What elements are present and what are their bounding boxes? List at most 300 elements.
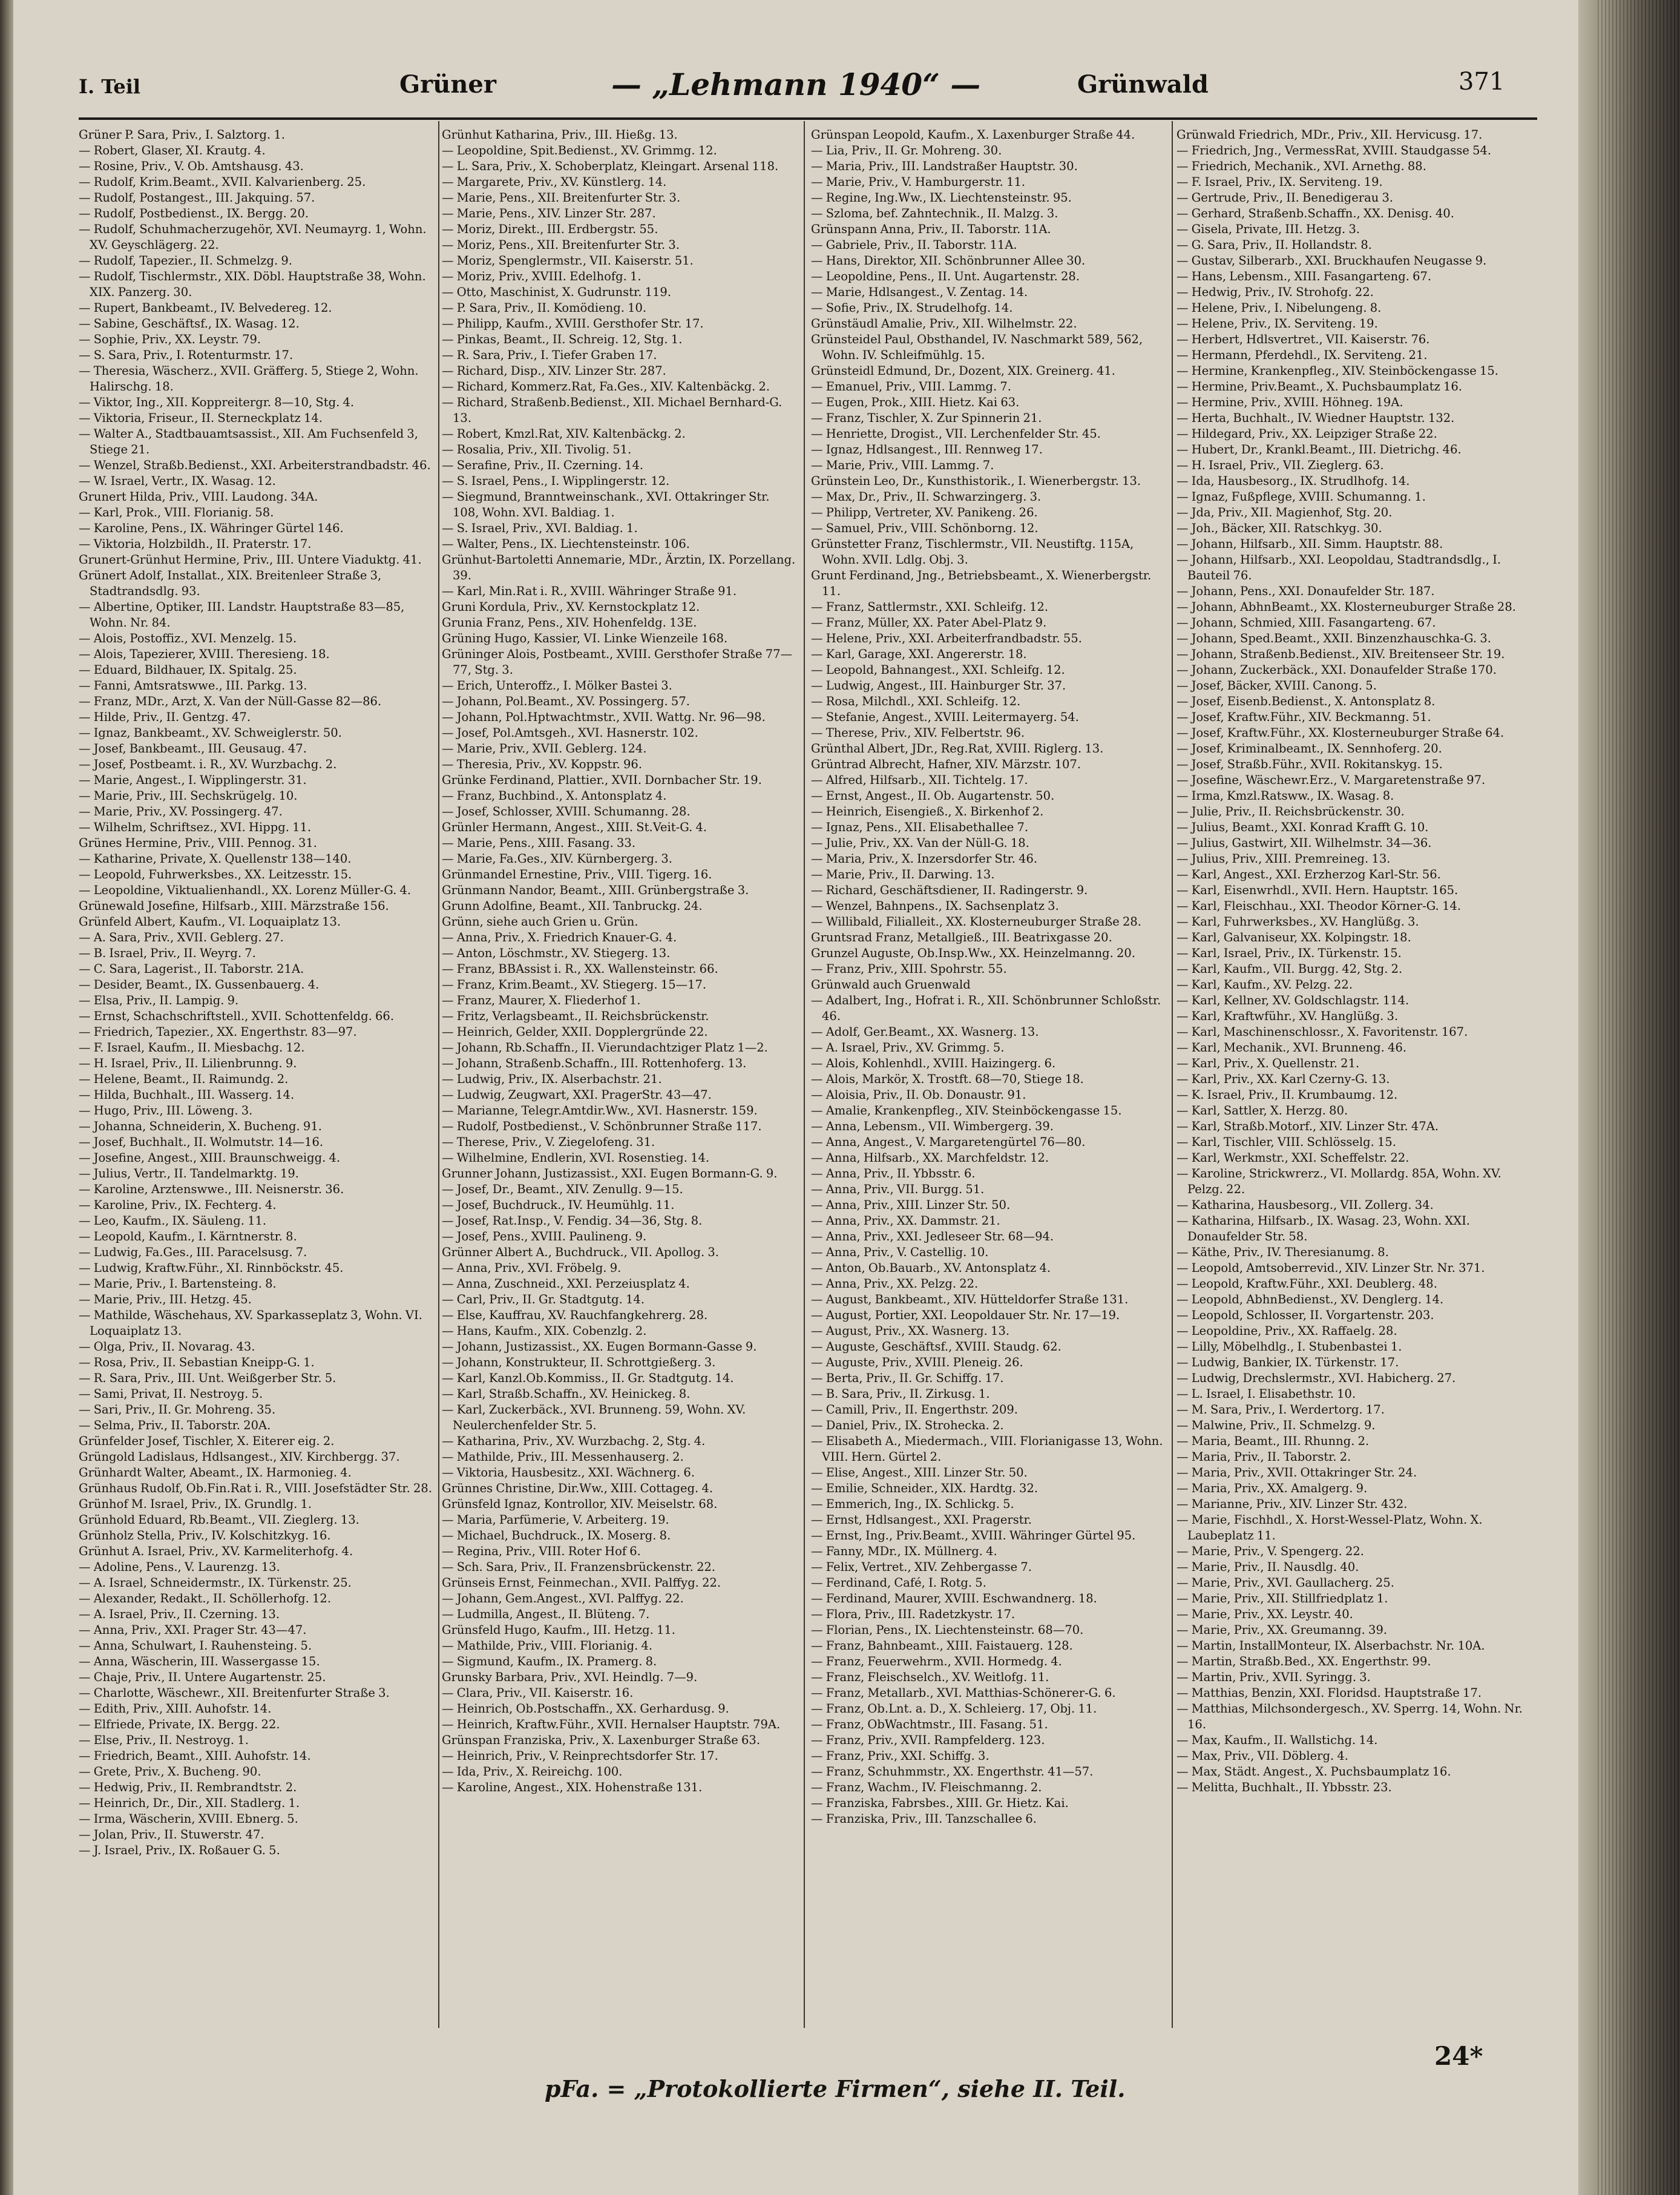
directory-entry: — Max, Städt. Angest., X. Puchsbaumplatz 16. <box>1176 1765 1451 1779</box>
directory-entry: — Irma, Wäscherin, XVIII. Ebnerg. 5. <box>79 1812 298 1826</box>
running-header <box>79 64 1537 107</box>
directory-entry: — Heinrich, Priv., V. Reinprechtsdorfer Str. 17. <box>442 1749 718 1763</box>
directory-entry: — Ignaz, Fußpflege, XVIII. Schumanng. 1. <box>1176 490 1426 504</box>
directory-entry: — H. Israel, Priv., II. Lilienbrunng. 9. <box>79 1056 297 1070</box>
directory-entry: — Walter, Pens., IX. Liechtensteinstr. 106. <box>442 537 690 551</box>
directory-entry: — Karoline, Strickwrerz., VI. Mollardg. 85A, Wohn. XV. Pelzg. 22. <box>1176 1167 1501 1196</box>
directory-entry: — Else, Kauffrau, XV. Rauchfangkehrerg. 28. <box>442 1308 708 1322</box>
directory-entry: — A. Israel, Priv., II. Czerning. 13. <box>79 1607 280 1621</box>
directory-entry: — Helene, Priv., IX. Serviteng. 19. <box>1176 317 1378 331</box>
directory-entry: — Karl, Kraftwführ., XV. Hanglüßg. 3. <box>1176 1009 1399 1023</box>
directory-entry: — Robert, Glaser, XI. Krautg. 4. <box>79 143 266 157</box>
directory-entry: — Matthias, Milchsondergesch., XV. Sperrg. 14, Wohn. Nr. 16. <box>1176 1702 1523 1731</box>
directory-entry: — Henriette, Drogist., VII. Lerchenfelder Str. 45. <box>811 427 1101 441</box>
directory-entry: — Sami, Privat, II. Nestroyg. 5. <box>79 1387 263 1401</box>
directory-entry: — Ignaz, Hdlsangest., III. Rennweg 17. <box>811 443 1043 456</box>
directory-entry: — Leopoldine, Priv., XX. Raffaelg. 28. <box>1176 1324 1397 1338</box>
directory-entry: — R. Sara, Priv., I. Tiefer Graben 17. <box>442 348 657 362</box>
directory-entry: — W. Israel, Vertr., IX. Wasag. 12. <box>79 474 276 488</box>
directory-entry: — Karl, Kellner, XV. Goldschlagstr. 114. <box>1176 993 1409 1007</box>
directory-entry: — Hans, Lebensm., XIII. Fasangarteng. 67. <box>1176 269 1432 283</box>
directory-entry: Grünwald Friedrich, MDr., Priv., XII. Hervicusg. 17. <box>1176 128 1483 142</box>
directory-entry: — Ludmilla, Angest., II. Blüteng. 7. <box>442 1607 650 1621</box>
directory-entry: — Fritz, Verlagsbeamt., II. Reichsbrückenstr. <box>442 1009 709 1023</box>
directory-entry: — Helene, Priv., I. Nibelungeng. 8. <box>1176 301 1382 315</box>
directory-entry: — Josefine, Angest., XIII. Braunschweigg. 4. <box>79 1151 341 1165</box>
directory-entry: — Sch. Sara, Priv., II. Franzensbrückenstr. 22. <box>442 1560 716 1574</box>
directory-entry: — Melitta, Buchhalt., II. Ybbsstr. 23. <box>1176 1780 1392 1794</box>
directory-entry: — Alexander, Redakt., II. Schöllerhofg. 12. <box>79 1591 332 1605</box>
directory-entry: — Josef, Dr., Beamt., XIV. Zenullg. 9—15. <box>442 1182 683 1196</box>
directory-entry: — Karoline, Angest., XIX. Hohenstraße 131. <box>442 1780 703 1794</box>
directory-entry: — Felix, Vertret., XIV. Zehbergasse 7. <box>811 1560 1032 1574</box>
directory-entry: — Johann, Straßenb.Bedienst., XIV. Breitenseer Str. 19. <box>1176 647 1505 661</box>
directory-entry: — Herta, Buchhalt., IV. Wiedner Hauptstr. 132. <box>1176 411 1455 425</box>
directory-entry: Grünsfeld Ignaz, Kontrollor, XIV. Meiselstr. 68. <box>442 1497 718 1511</box>
directory-entry: — Karl, Garage, XXI. Angererstr. 18. <box>811 647 1027 661</box>
column-4 <box>1176 127 1537 2022</box>
directory-entry: — Moriz, Spenglermstr., VII. Kaiserstr. 51. <box>442 254 694 268</box>
directory-entry: — Franz, Priv., XIII. Spohrstr. 55. <box>811 962 1007 976</box>
directory-entry: — Richard, Straßenb.Bedienst., XII. Michael Bernhard-G. 13. <box>442 395 783 425</box>
directory-entry: — Karl, Kaufm., VII. Burgg. 42, Stg. 2. <box>1176 962 1403 976</box>
directory-entry: — Sabine, Geschäftsf., IX. Wasag. 12. <box>79 317 300 331</box>
directory-entry: — Berta, Priv., II. Gr. Schiffg. 17. <box>811 1371 1004 1385</box>
directory-entry: — August, Priv., XX. Wasnerg. 13. <box>811 1324 1010 1338</box>
directory-entry: — Anna, Priv., XIII. Linzer Str. 50. <box>811 1198 1011 1212</box>
column-1 <box>79 127 436 2022</box>
directory-entry: — Moriz, Pens., XII. Breitenfurter Str. 3. <box>442 238 680 252</box>
directory-entry: — Michael, Buchdruck., IX. Moserg. 8. <box>442 1529 671 1542</box>
directory-entry: — Adoline, Pens., V. Laurenzg. 13. <box>79 1560 280 1574</box>
book-spine-left <box>0 0 13 2195</box>
directory-entry: — Elsa, Priv., II. Lampig. 9. <box>79 993 239 1007</box>
directory-entry: — Alfred, Hilfsarb., XII. Tichtelg. 17. <box>811 773 1028 787</box>
directory-entry: — Karl, Straßb.Motorf., XIV. Linzer Str. 47A. <box>1176 1119 1439 1133</box>
directory-entry: — Gisela, Private, III. Hetzg. 3. <box>1176 222 1360 236</box>
column-divider <box>438 121 439 2028</box>
directory-entry: — Johann, Pol.Beamt., XV. Possingerg. 57. <box>442 694 690 708</box>
directory-entry: Grunt Ferdinand, Jng., Betriebsbeamt., X. Wienerbergstr. 11. <box>811 568 1152 598</box>
directory-entry: — Leopold, Kaufm., I. Kärntnerstr. 8. <box>79 1229 297 1243</box>
directory-entry: — Johann, Konstrukteur, II. Schrottgießerg. 3. <box>442 1355 716 1369</box>
directory-entry: — Richard, Disp., XIV. Linzer Str. 287. <box>442 364 666 378</box>
directory-entry: — Anna, Priv., XX. Pelzg. 22. <box>811 1277 979 1291</box>
directory-entry: — Florian, Pens., IX. Liechtensteinstr. 68—70. <box>811 1623 1084 1637</box>
directory-entry: — Ida, Priv., X. Reireichg. 100. <box>442 1765 623 1779</box>
directory-entry: — Moriz, Priv., XVIII. Edelhofg. 1. <box>442 269 641 283</box>
directory-entry: — Katharina, Hilfsarb., IX. Wasag. 23, Wohn. XXI. Donaufelder Str. 58. <box>1176 1214 1471 1243</box>
directory-entry: — Friedrich, Jng., VermessRat, XVIII. Staudgasse 54. <box>1176 143 1492 157</box>
directory-entry: — Franz, Krim.Beamt., XV. Stiegerg. 15—17. <box>442 978 707 992</box>
directory-entry: — Serafine, Priv., II. Czerning. 14. <box>442 458 644 472</box>
directory-entry: — Josef, Eisenb.Bedienst., X. Antonsplatz 8. <box>1176 694 1436 708</box>
directory-entry: — Karl, Fuhrwerksbes., XV. Hanglüßg. 3. <box>1176 915 1419 929</box>
directory-entry: — Emilie, Schneider., XIX. Hardtg. 32. <box>811 1481 1039 1495</box>
directory-entry: — Julius, Gastwirt, XII. Wilhelmstr. 34—36. <box>1176 836 1432 850</box>
directory-entry: — Marianne, Priv., XIV. Linzer Str. 432. <box>1176 1497 1408 1511</box>
directory-entry: — Rudolf, Schuhmacherzugehör, XVI. Neumayrg. 1, Wohn. XV. Geyschlägerg. 22. <box>79 222 427 252</box>
directory-entry: — L. Sara, Priv., X. Schoberplatz, Kleingart. Arsenal 118. <box>442 159 779 173</box>
directory-entry: — Mathilde, Priv., III. Messenhauserg. 2. <box>442 1450 684 1464</box>
directory-entry: — Viktor, Ing., XII. Koppreitergr. 8—10, Stg. 4. <box>79 395 355 409</box>
directory-entry: — Marie, Priv., III. Sechskrügelg. 10. <box>79 789 298 803</box>
directory-entry: — Marie, Priv., V. Hamburgerstr. 11. <box>811 175 1026 189</box>
directory-entry: — Ernst, Hdlsangest., XXI. Pragerstr. <box>811 1513 1032 1527</box>
directory-entry: Grünhut-Bartoletti Annemarie, MDr., Ärztin, IX. Porzellang. 39. <box>442 553 796 582</box>
directory-entry: — Viktoria, Friseur., II. Sterneckplatz 14. <box>79 411 323 425</box>
directory-entry: — Karoline, Priv., IX. Fechterg. 4. <box>79 1198 277 1212</box>
directory-entry: — Marianne, Telegr.Amtdir.Ww., XVI. Hasnerstr. 159. <box>442 1104 758 1117</box>
directory-entry: — Grete, Priv., X. Bucheng. 90. <box>79 1765 261 1779</box>
directory-entry: — Ernst, Ing., Priv.Beamt., XVIII. Währinger Gürtel 95. <box>811 1529 1136 1542</box>
directory-entry: — M. Sara, Priv., I. Werdertorg. 17. <box>1176 1403 1385 1417</box>
directory-entry: — August, Bankbeamt., XIV. Hütteldorfer Straße 131. <box>811 1292 1129 1306</box>
directory-entry: — Marie, Priv., II. Darwing. 13. <box>811 867 995 881</box>
directory-entry: — Marie, Pens., XII. Breitenfurter Str. 3. <box>442 191 681 205</box>
directory-entry: — Sari, Priv., II. Gr. Mohreng. 35. <box>79 1403 276 1417</box>
directory-entry: — Heinrich, Eisengieß., X. Birkenhof 2. <box>811 805 1044 818</box>
directory-entry: — Rudolf, Tischlermstr., XIX. Döbl. Hauptstraße 38, Wohn. XIX. Panzerg. 30. <box>79 269 426 299</box>
directory-entry: — Charlotte, Wäschewr., XII. Breitenfurter Straße 3. <box>79 1686 390 1700</box>
directory-entry: — Clara, Priv., VII. Kaiserstr. 16. <box>442 1686 634 1700</box>
directory-entry: — Eduard, Bildhauer, IX. Spitalg. 25. <box>79 663 297 677</box>
directory-entry: — Franz, Tischler, X. Zur Spinnerin 21. <box>811 411 1042 425</box>
directory-entry: — Leopold, Fuhrwerksbes., XX. Leitzesstr. 15. <box>79 867 352 881</box>
directory-entry: Grünhold Eduard, Rb.Beamt., VII. Zieglerg. 13. <box>79 1513 359 1527</box>
directory-entry: — Fanni, Amtsratswwe., III. Parkg. 13. <box>79 679 307 693</box>
directory-entry: — Karl, Zuckerbäck., XVI. Brunneng. 59, Wohn. XV. Neulerchenfelder Str. 5. <box>442 1403 746 1432</box>
directory-entry: — Moriz, Direkt., III. Erdbergstr. 55. <box>442 222 658 236</box>
directory-entry: — Hedwig, Priv., IV. Strohofg. 22. <box>1176 285 1374 299</box>
directory-entry: — Julie, Priv., XX. Van der Nüll-G. 18. <box>811 836 1029 850</box>
directory-entry: — Franz, Fleischselch., XV. Weitlofg. 11. <box>811 1670 1049 1684</box>
directory-entry: — Stefanie, Angest., XVIII. Leitermayerg. 54. <box>811 710 1079 724</box>
directory-entry: — Emmerich, Ing., IX. Schlickg. 5. <box>811 1497 1014 1511</box>
directory-entry: — Johann, AbhnBeamt., XX. Klosterneuburger Straße 28. <box>1176 600 1516 614</box>
directory-entry: — Franz, Bahnbeamt., XIII. Faistauerg. 128. <box>811 1639 1073 1653</box>
directory-entry: — Johann, Gem.Angest., XVI. Palffyg. 22. <box>442 1591 684 1605</box>
directory-entry: — Anna, Priv., XXI. Prager Str. 43—47. <box>79 1623 307 1637</box>
directory-entry: — Elise, Angest., XIII. Linzer Str. 50. <box>811 1466 1028 1479</box>
directory-entry: — Marie, Priv., V. Spengerg. 22. <box>1176 1544 1365 1558</box>
directory-entry: — Auguste, Priv., XVIII. Pleneig. 26. <box>811 1355 1023 1369</box>
directory-entry: — Lia, Priv., II. Gr. Mohreng. 30. <box>811 143 1002 157</box>
directory-entry: — Hubert, Dr., Krankl.Beamt., III. Dietrichg. 46. <box>1176 443 1462 456</box>
directory-entry: — Marie, Priv., II. Nausdlg. 40. <box>1176 1560 1359 1574</box>
directory-entry: Grunner Johann, Justizassist., XXI. Eugen Bormann-G. 9. <box>442 1167 778 1180</box>
directory-entry: — Marie, Fa.Ges., XIV. Kürnbergerg. 3. <box>442 852 672 866</box>
directory-entry: — Ludwig, Zeugwart, XXI. PragerStr. 43—47. <box>442 1088 712 1102</box>
directory-entry: — Martin, Straßb.Bed., XX. Engerthstr. 99. <box>1176 1654 1431 1668</box>
directory-entry: — Ernst, Angest., II. Ob. Augartenstr. 50. <box>811 789 1055 803</box>
directory-entry: — Johann, Pens., XXI. Donaufelder Str. 187. <box>1176 584 1435 598</box>
directory-entry: — Franz, MDr., Arzt, X. Van der Nüll-Gasse 82—86. <box>79 694 382 708</box>
page-stack-edge <box>1598 0 1680 2195</box>
directory-entry: — Alois, Markör, X. Trostft. 68—70, Stiege 18. <box>811 1072 1084 1086</box>
directory-entry: — Marie, Priv., VIII. Lammg. 7. <box>811 458 994 472</box>
directory-entry: — Josef, Kraftw.Führ., XIV. Beckmanng. 51. <box>1176 710 1431 724</box>
directory-entry: — Josef, Kraftw.Führ., XX. Klosterneuburger Straße 64. <box>1176 726 1504 740</box>
directory-entry: — Rudolf, Krim.Beamt., XVII. Kalvarienberg. 25. <box>79 175 366 189</box>
directory-entry: — Franz, Schuhmmstr., XX. Engerthstr. 41—57. <box>811 1765 1094 1779</box>
directory-entry: — Marie, Priv., I. Bartensteing. 8. <box>79 1277 277 1291</box>
directory-entry: — Jda, Priv., XII. Magienhof, Stg. 20. <box>1176 505 1393 519</box>
directory-entry: — Maria, Priv., XX. Amalgerg. 9. <box>1176 1481 1368 1495</box>
directory-entry: — Mathilde, Priv., VIII. Florianig. 4. <box>442 1639 653 1653</box>
directory-entry: Gruntsrad Franz, Metallgieß., III. Beatrixgasse 20. <box>811 930 1112 944</box>
directory-entry: — Alois, Tapezierer, XVIII. Theresieng. 18. <box>79 647 330 661</box>
footer-note: pFa. = „Protokollierte Firmen“, siehe II. Teil. <box>545 2075 1126 2102</box>
directory-entry: — Hugo, Priv., III. Löweng. 3. <box>79 1104 253 1117</box>
directory-entry: — Otto, Maschinist, X. Gudrunstr. 119. <box>442 285 672 299</box>
directory-entry: Grünler Hermann, Angest., XIII. St.Veit-G. 4. <box>442 820 707 834</box>
directory-entry: — Gabriele, Priv., II. Taborstr. 11A. <box>811 238 1017 252</box>
directory-entry: — Ludwig, Fa.Ges., III. Paracelsusg. 7. <box>79 1245 307 1259</box>
directory-entry: — Hermine, Krankenpfleg., XIV. Steinböckengasse 15. <box>1176 364 1499 378</box>
directory-entry: — Johann, Rb.Schaffn., II. Vierundachtziger Platz 1—2. <box>442 1041 768 1055</box>
directory-entry: — Josef, Straßb.Führ., XVII. Rokitanskyg. 15. <box>1176 757 1443 771</box>
signature-mark: 24* <box>1434 2041 1483 2071</box>
directory-entry: — B. Sara, Priv., II. Zirkusg. 1. <box>811 1387 990 1401</box>
header-title: — „Lehmann 1940“ — <box>611 67 981 102</box>
directory-entry: — Josef, Buchhalt., II. Wolmutstr. 14—16. <box>79 1135 324 1149</box>
directory-entry: — Anna, Angest., V. Margaretengürtel 76—80. <box>811 1135 1086 1149</box>
directory-entry: — S. Israel, Priv., XVI. Baldiag. 1. <box>442 521 638 535</box>
directory-entry: — Leopoldine, Pens., II. Unt. Augartenstr. 28. <box>811 269 1080 283</box>
directory-entry: — Lilly, Möbelhdlg., I. Stubenbastei 1. <box>1176 1340 1402 1354</box>
header-part: I. Teil <box>79 75 141 98</box>
directory-entry: — Robert, Kmzl.Rat, XIV. Kaltenbäckg. 2. <box>442 427 686 441</box>
directory-entry: — Maria, Priv., XVII. Ottakringer Str. 24. <box>1176 1466 1417 1479</box>
directory-entry: Gruni Kordula, Priv., XV. Kernstockplatz 12. <box>442 600 700 614</box>
directory-entry: — Franz, Feuerwehrm., XVII. Hormedg. 4. <box>811 1654 1062 1668</box>
directory-entry: — Fanny, MDr., IX. Müllnerg. 4. <box>811 1544 997 1558</box>
directory-entry: — Ludwig, Bankier, IX. Türkenstr. 17. <box>1176 1355 1399 1369</box>
directory-entry: Grünner Albert A., Buchdruck., VII. Apollog. 3. <box>442 1245 719 1259</box>
directory-entry: — Erich, Unteroffz., I. Mölker Bastei 3. <box>442 679 672 693</box>
directory-entry: — Karl, Angest., XXI. Erzherzog Karl-Str. 56. <box>1176 867 1441 881</box>
directory-entry: — Ignaz, Bankbeamt., XV. Schweiglerstr. 50. <box>79 726 342 740</box>
directory-entry: — Alois, Kohlenhdl., XVIII. Haizingerg. 6. <box>811 1056 1056 1070</box>
directory-entry: — Leopold, Amtsoberrevid., XIV. Linzer Str. Nr. 371. <box>1176 1261 1485 1275</box>
directory-entry: Grunzel Auguste, Ob.Insp.Ww., XX. Heinzelmanng. 20. <box>811 946 1136 960</box>
directory-entry: — Hans, Direktor, XII. Schönbrunner Allee 30. <box>811 254 1086 268</box>
directory-entry: — Philipp, Vertreter, XV. Panikeng. 26. <box>811 505 1038 519</box>
directory-entry: — Rudolf, Tapezier., II. Schmelzg. 9. <box>79 254 292 268</box>
directory-entry: — Ludwig, Angest., III. Hainburger Str. 37. <box>811 679 1066 693</box>
directory-entry: — Johann, Schmied, XIII. Fasangarteng. 67. <box>1176 616 1436 630</box>
directory-entry: — Theresia, Priv., XV. Koppstr. 96. <box>442 757 643 771</box>
directory-entry: — Philipp, Kaufm., XVIII. Gersthofer Str. 17. <box>442 317 704 331</box>
directory-entry: Grunia Franz, Pens., XIV. Hohenfeldg. 13E. <box>442 616 697 630</box>
directory-entry: Grünspann Anna, Priv., II. Taborstr. 11A. <box>811 222 1051 236</box>
directory-entry: — Anna, Hilfsarb., XX. Marchfeldstr. 12. <box>811 1151 1049 1165</box>
directory-entry: — Karoline, Pens., IX. Währinger Gürtel 146. <box>79 521 344 535</box>
directory-entry: — Franziska, Fabrsbes., XIII. Gr. Hietz. Kai. <box>811 1796 1069 1810</box>
directory-entry: — Elisabeth A., Miedermach., VIII. Florianigasse 13, Wohn. VIII. Hern. Gürtel 2. <box>811 1434 1163 1464</box>
directory-entry: — Karl, Maschinenschlossr., X. Favoritenstr. 167. <box>1176 1025 1468 1039</box>
directory-entry: — Heinrich, Gelder, XXII. Dopplergründe 22. <box>442 1025 708 1039</box>
directory-entry: — Max, Dr., Priv., II. Schwarzingerg. 3. <box>811 490 1042 504</box>
directory-entry: — Desider, Beamt., IX. Gussenbauerg. 4. <box>79 978 320 992</box>
directory-entry: — Johann, Hilfsarb., XXI. Leopoldau, Stadtrandsdlg., I. Bauteil 76. <box>1176 553 1501 582</box>
header-first-entry: Grüner <box>399 70 496 99</box>
directory-entry: — Marie, Pens., XIV. Linzer Str. 287. <box>442 206 656 220</box>
directory-entry: — P. Sara, Priv., II. Komödieng. 10. <box>442 301 647 315</box>
directory-entry: — Karl, Israel, Priv., IX. Türkenstr. 15. <box>1176 946 1402 960</box>
directory-entry: — H. Israel, Priv., VII. Zieglerg. 63. <box>1176 458 1384 472</box>
directory-entry: — Karl, Min.Rat i. R., XVIII. Währinger Straße 91. <box>442 584 737 598</box>
directory-entry: — Wenzel, Straßb.Bedienst., XXI. Arbeiterstrandbadstr. 46. <box>79 458 431 472</box>
directory-entry: — Mathilde, Wäschehaus, XV. Sparkasseplatz 3, Wohn. VI. Loquaiplatz 13. <box>79 1308 422 1338</box>
directory-entry: — Anna, Schulwart, I. Rauhensteing. 5. <box>79 1639 312 1653</box>
directory-entry: — Anna, Priv., XVI. Fröbelg. 9. <box>442 1261 622 1275</box>
directory-entry: — Ignaz, Pens., XII. Elisabethallee 7. <box>811 820 1029 834</box>
directory-entry: — Sophie, Priv., XX. Leystr. 79. <box>79 332 261 346</box>
directory-entry: — Margarete, Priv., XV. Künstlerg. 14. <box>442 175 667 189</box>
directory-entry: — Martin, Priv., XVII. Syringg. 3. <box>1176 1670 1371 1684</box>
directory-entry: — Rosalia, Priv., XII. Tivolig. 51. <box>442 443 632 456</box>
directory-entry: Grünspan Franziska, Priv., X. Laxenburger Straße 63. <box>442 1733 761 1747</box>
directory-entry: Grünthal Albert, JDr., Reg.Rat, XVIII. Riglerg. 13. <box>811 742 1104 755</box>
directory-entry: — Franz, Metallarb., XVI. Matthias-Schönerer-G. 6. <box>811 1686 1116 1700</box>
directory-entry: — Elfriede, Private, IX. Bergg. 22. <box>79 1717 280 1731</box>
directory-entry: — Heinrich, Ob.Postschaffn., XX. Gerhardusg. 9. <box>442 1702 729 1716</box>
directory-entry: — Anna, Priv., X. Friedrich Knauer-G. 4. <box>442 930 677 944</box>
directory-entry: — Wilhelm, Schriftsez., XVI. Hippg. 11. <box>79 820 312 834</box>
directory-entry: — Johanna, Schneiderin, X. Bucheng. 91. <box>79 1119 322 1133</box>
directory-entry: — Sofie, Priv., IX. Strudelhofg. 14. <box>811 301 1013 315</box>
directory-entry: — Marie, Priv., III. Hetzg. 45. <box>79 1292 252 1306</box>
directory-entry: — Rosine, Priv., V. Ob. Amtshausg. 43. <box>79 159 304 173</box>
directory-entry: Grünsteidl Edmund, Dr., Dozent, XIX. Greinerg. 41. <box>811 364 1115 378</box>
directory-entry: — Leopold, AbhnBedienst., XV. Denglerg. 14. <box>1176 1292 1444 1306</box>
directory-entry: — Josef, Buchdruck., IV. Heumühlg. 11. <box>442 1198 675 1212</box>
directory-entry: — Karl, Prok., VIII. Florianig. 58. <box>79 505 274 519</box>
directory-entry: — A. Israel, Priv., XV. Grimmg. 5. <box>811 1041 1005 1055</box>
directory-entry: Grunsky Barbara, Priv., XVI. Heindlg. 7—9. <box>442 1670 698 1684</box>
directory-entry: — Anna, Wäscherin, III. Wassergasse 15. <box>79 1654 320 1668</box>
directory-entry: — Gerhard, Straßenb.Schaffn., XX. Denisg. 40. <box>1176 206 1454 220</box>
directory-entry: — Regine, Ing.Ww., IX. Liechtensteinstr. 95. <box>811 191 1072 205</box>
directory-entry: — S. Israel, Pens., I. Wipplingerstr. 12. <box>442 474 670 488</box>
directory-entry: — Karl, Werkmstr., XXI. Scheffelstr. 22. <box>1176 1151 1409 1165</box>
directory-entry: — Irma, Kmzl.Ratsww., IX. Wasag. 8. <box>1176 789 1394 803</box>
directory-entry: — Josef, Bankbeamt., III. Geusaug. 47. <box>79 742 307 755</box>
directory-entry: — Anna, Zuschneid., XXI. Perzeiusplatz 4. <box>442 1277 690 1291</box>
page-number: 371 <box>1459 68 1505 96</box>
directory-entry: — Karl, Eisenwrhdl., XVII. Hern. Hauptstr. 165. <box>1176 883 1459 897</box>
directory-entry: Grünseis Ernst, Feinmechan., XVII. Palffyg. 22. <box>442 1576 721 1590</box>
directory-entry: — Szloma, bef. Zahntechnik., II. Malzg. 3. <box>811 206 1058 220</box>
directory-entry: — Helene, Beamt., II. Raimundg. 2. <box>79 1072 289 1086</box>
directory-entry: — Leo, Kaufm., IX. Säuleng. 11. <box>79 1214 267 1228</box>
directory-entry: — Karl, Sattler, X. Herzg. 80. <box>1176 1104 1348 1117</box>
directory-entry: Grüntrad Albrecht, Hafner, XIV. Märzstr. 107. <box>811 757 1081 771</box>
directory-entry: — Wenzel, Bahnpens., IX. Sachsenplatz 3. <box>811 899 1059 913</box>
directory-entry: — Anna, Priv., XX. Dammstr. 21. <box>811 1214 1000 1228</box>
directory-entry: — G. Sara, Priv., II. Hollandstr. 8. <box>1176 238 1372 252</box>
directory-entry: — Sigmund, Kaufm., IX. Pramerg. 8. <box>442 1654 657 1668</box>
directory-entry: — Maria, Parfümerie, V. Arbeiterg. 19. <box>442 1513 669 1527</box>
directory-entry: — Franz, ObWachtmstr., III. Fasang. 51. <box>811 1717 1048 1731</box>
directory-entry: — Olga, Priv., II. Novarag. 43. <box>79 1340 255 1354</box>
directory-entry: Grünnes Christine, Dir.Ww., XIII. Cottageg. 4. <box>442 1481 714 1495</box>
directory-entry: — Anna, Priv., VII. Burgg. 51. <box>811 1182 985 1196</box>
directory-entry: — Franz, Müller, XX. Pater Abel-Platz 9. <box>811 616 1047 630</box>
directory-entry: — B. Israel, Priv., II. Weyrg. 7. <box>79 946 256 960</box>
directory-entry: — Karl, Galvaniseur, XX. Kolpingstr. 18. <box>1176 930 1411 944</box>
directory-entry: Grünsfeld Hugo, Kaufm., III. Hetzg. 11. <box>442 1623 675 1637</box>
directory-entry: — K. Israel, Priv., II. Krumbaumg. 12. <box>1176 1088 1398 1102</box>
directory-entry: — Franz, BBAssist i. R., XX. Wallensteinstr. 66. <box>442 962 718 976</box>
directory-entry: — Maria, Priv., X. Inzersdorfer Str. 46. <box>811 852 1038 866</box>
directory-entry: — Alois, Postoffiz., XVI. Menzelg. 15. <box>79 631 297 645</box>
directory-entry: — Gustav, Silberarb., XXI. Bruckhaufen Neugasse 9. <box>1176 254 1487 268</box>
directory-entry: — Franz, Buchbind., X. Antonsplatz 4. <box>442 789 667 803</box>
directory-entry: — Emanuel, Priv., VIII. Lammg. 7. <box>811 380 1011 393</box>
directory-entry: Grünhut Katharina, Priv., III. Hießg. 13. <box>442 128 678 142</box>
column-divider <box>1172 121 1173 2028</box>
directory-entry: — Viktoria, Hausbesitz., XXI. Wächnerg. 6. <box>442 1466 695 1479</box>
directory-entry: — Chaje, Priv., II. Untere Augartenstr. 25. <box>79 1670 326 1684</box>
directory-entry: Grünstein Leo, Dr., Kunsthistorik., I. Wienerbergstr. 13. <box>811 474 1141 488</box>
directory-entry: Grünhut A. Israel, Priv., XV. Karmeliterhofg. 4. <box>79 1544 353 1558</box>
directory-entry: — Johann, Hilfsarb., XII. Simm. Hauptstr. 88. <box>1176 537 1443 551</box>
directory-entry: Grunert-Grünhut Hermine, Priv., III. Untere Viaduktg. 41. <box>79 553 422 567</box>
directory-entry: — Marie, Fischhdl., X. Horst-Wessel-Platz, Wohn. X. Laubeplatz 11. <box>1176 1513 1483 1542</box>
directory-entry: — Helene, Priv., XXI. Arbeiterfrandbadstr. 55. <box>811 631 1082 645</box>
column-divider <box>804 121 805 2028</box>
directory-entry: — Franz, Wachm., IV. Fleischmanng. 2. <box>811 1780 1042 1794</box>
directory-entry: — Leopold, Schlosser, II. Vorgartenstr. 203. <box>1176 1308 1434 1322</box>
directory-entry: — Franz, Maurer, X. Fliederhof 1. <box>442 993 641 1007</box>
directory-entry: — Karl, Kanzl.Ob.Kommiss., II. Gr. Stadtgutg. 14. <box>442 1371 734 1385</box>
column-2 <box>442 127 799 2022</box>
directory-entry: — C. Sara, Lagerist., II. Taborstr. 21A. <box>79 962 304 976</box>
directory-entry: — Anton, Löschmstr., XV. Stiegerg. 13. <box>442 946 671 960</box>
directory-entry: — Camill, Priv., II. Engerthstr. 209. <box>811 1403 1018 1417</box>
directory-entry: — Anna, Priv., V. Castellig. 10. <box>811 1245 989 1259</box>
directory-entry: — Rudolf, Postangest., III. Jakquing. 57. <box>79 191 315 205</box>
directory-entry: — Johann, Justizassist., XX. Eugen Bormann-Gasse 9. <box>442 1340 757 1354</box>
directory-entry: — Walter A., Stadtbauamtsassist., XII. Am Fuchsenfeld 3, Stiege 21. <box>79 427 418 456</box>
directory-entry: — Leopoldine, Viktualienhandl., XX. Lorenz Müller-G. 4. <box>79 883 412 897</box>
directory-entry: — Edith, Priv., XIII. Auhofstr. 14. <box>79 1702 272 1716</box>
directory-entry: Grünhardt Walter, Abeamt., IX. Harmonieg. 4. <box>79 1466 352 1479</box>
directory-entry: — Else, Priv., II. Nestroyg. 1. <box>79 1733 249 1747</box>
directory-entry: — Amalie, Krankenpfleg., XIV. Steinböckengasse 15. <box>811 1104 1122 1117</box>
directory-entry: — Theresia, Wäscherz., XVII. Gräfferg. 5, Stiege 2, Wohn. Halirschg. 18. <box>79 364 419 393</box>
directory-entry: — Adolf, Ger.Beamt., XX. Wasnerg. 13. <box>811 1025 1039 1039</box>
directory-entry: — Anna, Lebensm., VII. Wimbergerg. 39. <box>811 1119 1054 1133</box>
directory-entry: — Katharina, Priv., XV. Wurzbachg. 2, Stg. 4. <box>442 1434 706 1448</box>
directory-entry: Grünmann Nandor, Beamt., XIII. Grünbergstraße 3. <box>442 883 749 897</box>
directory-entry: Grünstetter Franz, Tischlermstr., VII. Neustiftg. 115A, Wohn. XVII. Ldlg. Obj. 3. <box>811 537 1134 567</box>
directory-entry: — Johann, Zuckerbäck., XXI. Donaufelder Straße 170. <box>1176 663 1497 677</box>
directory-entry: — Siegmund, Branntweinschank., XVI. Ottakringer Str. 108, Wohn. XVI. Baldiag. 1. <box>442 490 770 519</box>
directory-entry: Grünmandel Ernestine, Priv., VIII. Tigerg. 16. <box>442 867 712 881</box>
directory-entry: — Johann, Pol.Hptwachtmstr., XVII. Wattg. Nr. 96—98. <box>442 710 766 724</box>
directory-entry: — Ludwig, Kraftw.Führ., XI. Rinnböckstr. 45. <box>79 1261 344 1275</box>
directory-entry: — Franz, Ob.Lnt. a. D., X. Schleierg. 17, Obj. 11. <box>811 1702 1097 1716</box>
directory-entry: — J. Israel, Priv., IX. Roßauer G. 5. <box>79 1843 280 1857</box>
directory-entry: Grüning Hugo, Kassier, VI. Linke Wienzeile 168. <box>442 631 728 645</box>
directory-entry: — Josefine, Wäschewr.Erz., V. Margaretenstraße 97. <box>1176 773 1486 787</box>
directory-entry: — Selma, Priv., II. Taborstr. 20A. <box>79 1418 271 1432</box>
directory-entry: — Marie, Priv., XV. Possingerg. 47. <box>79 805 283 818</box>
